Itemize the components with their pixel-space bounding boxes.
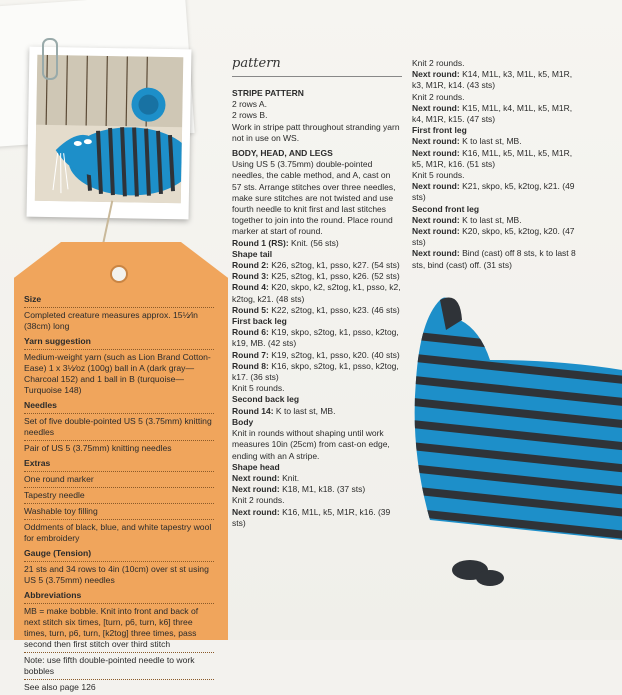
- row-label: Round 6:: [232, 327, 269, 338]
- instruction-text: Knit 5 rounds.: [412, 170, 465, 181]
- row-label: Next round:: [412, 102, 460, 113]
- row-label: Round 8:: [232, 360, 269, 371]
- row-label: Next round:: [412, 181, 460, 192]
- row-label: Next round:: [412, 226, 460, 237]
- instruction-row: [232, 260, 402, 271]
- instruction-row: [232, 406, 402, 417]
- tag-content: [24, 290, 214, 695]
- section-title: pattern: [232, 56, 281, 71]
- row-label: Next round:: [232, 472, 280, 483]
- instruction-text: 2 rows B.: [232, 110, 268, 121]
- tag-text: Completed creature measures approx. 15½⁄in (38cm) long: [24, 310, 198, 331]
- tag-rule: [24, 503, 214, 504]
- subheading: Shape tail: [232, 248, 273, 259]
- subheading: First back leg: [232, 316, 287, 327]
- subheading: Body: [232, 416, 254, 427]
- row-label: Round 4:: [232, 282, 269, 293]
- tag-text: Tapestry needle: [24, 490, 85, 500]
- instruction-row: [232, 238, 402, 249]
- row-text: K21, skpo, k5, k2tog, k21. (49 sts): [412, 181, 575, 203]
- instruction-text: Knit 2 rounds.: [412, 91, 465, 102]
- tag-heading: Abbreviations: [24, 590, 82, 600]
- tag-text: MB = make bobble. Knit into front and back of next stitch six times, [turn, p6, turn, k6] three times, turn, p6, turn, [k2tog] three times, pass second then first stitch over third stitch: [24, 606, 199, 649]
- row-label: Next round:: [232, 484, 280, 495]
- instruction-row: [412, 248, 582, 270]
- row-label: Next round:: [412, 136, 460, 147]
- subheading: Shape head: [232, 461, 280, 472]
- tag-rule: [24, 519, 214, 520]
- instruction-text: Using US 5 (3.75mm) double-pointed needles, the cable method, and A, cast on 57 sts. Arrange stitches over three needles, make sure stitches are not twisted and use fourth needle to knit first and last stitches together to join into the round. Place round marker at start of round.: [232, 159, 396, 237]
- row-text: K to last st, MB.: [273, 405, 336, 416]
- tag-rule: [24, 603, 214, 604]
- subheading: First front leg: [412, 125, 467, 136]
- row-label: Next round:: [412, 248, 460, 259]
- row-label: Next round:: [412, 69, 460, 80]
- instruction-row: [412, 215, 582, 226]
- row-text: K20, skpo, k5, k2tog, k20. (47 sts): [412, 226, 575, 248]
- row-text: K to last st, MB.: [459, 214, 522, 225]
- instruction-row: [412, 69, 582, 91]
- subheading: Second back leg: [232, 394, 300, 405]
- instruction-row: [232, 350, 402, 361]
- row-label: Round 7:: [232, 349, 269, 360]
- creature-photo: [35, 55, 184, 204]
- row-text: Bind (cast) off 8 sts, k to last 8 sts, bind (cast) off. (31 sts): [412, 248, 576, 270]
- row-text: K16, skpo, s2tog, k1, psso, k2tog, k17. (36 sts): [232, 360, 399, 383]
- pattern-column-1: [232, 84, 402, 529]
- instruction-row: [232, 305, 402, 316]
- instruction-row: [232, 361, 402, 383]
- row-text: K19, skpo, s2tog, k1, psso, k2tog, k19, MB. (42 sts): [232, 327, 399, 349]
- tag-text: Pair of US 5 (3.75mm) knitting needles: [24, 443, 172, 453]
- instruction-row: [412, 181, 582, 203]
- row-text: K20, skpo, k2, s2tog, k1, psso, k2, k2tog, k21. (48 sts): [232, 282, 401, 304]
- subheading: Second front leg: [412, 203, 480, 214]
- tag-text: Washable toy filling: [24, 506, 98, 516]
- instruction-text: Work in stripe patt throughout stranding yarn not in use on WS.: [232, 121, 400, 143]
- instruction-row: [232, 507, 402, 529]
- creature-image: [400, 290, 622, 590]
- row-text: Knit. (56 sts): [288, 237, 339, 248]
- tag-rule: [24, 471, 214, 472]
- row-text: K to last st, MB.: [459, 136, 522, 147]
- tag-heading: Size: [24, 294, 42, 304]
- row-text: K19, s2tog, k1, psso, k20. (40 sts): [268, 349, 400, 360]
- tag-text: One round marker: [24, 474, 94, 484]
- tag-rule: [24, 561, 214, 562]
- instruction-text: 2 rows A.: [232, 99, 267, 110]
- row-label: Round 3:: [232, 271, 269, 282]
- instruction-row: [232, 271, 402, 282]
- tag-rule: [24, 413, 214, 414]
- row-text: K16, M1L, k5, M1L, k5, M1R, k5, M1R, k16. (51 sts): [412, 147, 573, 169]
- row-text: K14, M1L, k3, M1L, k5, M1R, k3, M1R, k14. (43 sts): [412, 69, 573, 91]
- row-label: Next round:: [232, 506, 280, 517]
- tag-rule: [24, 349, 214, 350]
- tag-text: See also page 126: [24, 682, 96, 692]
- row-text: K25, s2tog, k1, psso, k26. (52 sts): [268, 271, 400, 282]
- instruction-row: [232, 327, 402, 349]
- row-text: Knit.: [279, 472, 300, 483]
- instruction-row: [412, 148, 582, 170]
- tag-heading: Extras: [24, 458, 51, 468]
- row-label: Round 5:: [232, 304, 269, 315]
- tag-rule: [24, 652, 214, 653]
- tag-rule: [24, 487, 214, 488]
- instruction-row: [232, 473, 402, 484]
- instruction-row: [412, 136, 582, 147]
- title-rule: [232, 76, 402, 77]
- row-text: K16, M1L, k5, M1R, k16. (39 sts): [232, 506, 391, 528]
- tag-text: Note: use fifth double-pointed needle to work bobbles: [24, 655, 195, 676]
- row-label: Next round:: [412, 147, 460, 158]
- tag-text: Set of five double-pointed US 5 (3.75mm) knitting needles: [24, 416, 212, 437]
- row-text: K15, M1L, k4, M1L, k5, M1R, k4, M1R, k15. (47 sts): [412, 102, 573, 125]
- tag-rule: [24, 307, 214, 308]
- tag-rule: [24, 679, 214, 680]
- tag-text: Oddments of black, blue, and white tapestry wool for embroidery: [24, 522, 212, 543]
- tag-text: 21 sts and 34 rows to 4in (10cm) over st st using US 5 (3.75mm) needles: [24, 564, 209, 585]
- row-label: Next round:: [412, 214, 460, 225]
- section-heading: BODY, HEAD, AND LEGS: [232, 148, 333, 159]
- row-text: K18, M1, k18. (37 sts): [279, 484, 366, 495]
- tag-hole: [110, 265, 128, 283]
- row-label: Round 14:: [232, 405, 274, 416]
- instruction-text: Knit 2 rounds.: [412, 58, 465, 68]
- instruction-text: Knit 5 rounds.: [232, 383, 285, 394]
- paper-clip-icon: [42, 38, 58, 80]
- row-text: K22, s2tog, k1, psso, k23. (46 sts): [268, 304, 400, 315]
- section-heading: STRIPE PATTERN: [232, 88, 304, 98]
- row-label: Round 1 (RS):: [232, 237, 289, 248]
- instruction-row: [232, 282, 402, 304]
- tag-rule: [24, 440, 214, 441]
- instruction-row: [412, 226, 582, 248]
- instruction-row: [232, 484, 402, 495]
- row-label: Round 2:: [232, 260, 269, 271]
- tag-heading: Gauge (Tension): [24, 548, 92, 558]
- row-text: K26, s2tog, k1, psso, k27. (54 sts): [268, 260, 400, 271]
- instruction-text: Knit in rounds without shaping until work measures 10in (25cm) from cast-on edge, ending with an A stripe.: [232, 428, 390, 461]
- instruction-text: Knit 2 rounds.: [232, 495, 285, 506]
- tag-heading: Yarn suggestion: [24, 336, 91, 346]
- pattern-column-2: [412, 58, 582, 271]
- instruction-row: [412, 103, 582, 125]
- tag-heading: Needles: [24, 400, 57, 410]
- tag-text: Medium-weight yarn (such as Lion Brand Cotton-Ease) 1 x 3½⁄oz (100g) ball in A (dark gray—Charcoal 152) and 1 ball in B (turquoise—Turquoise 148): [24, 352, 211, 395]
